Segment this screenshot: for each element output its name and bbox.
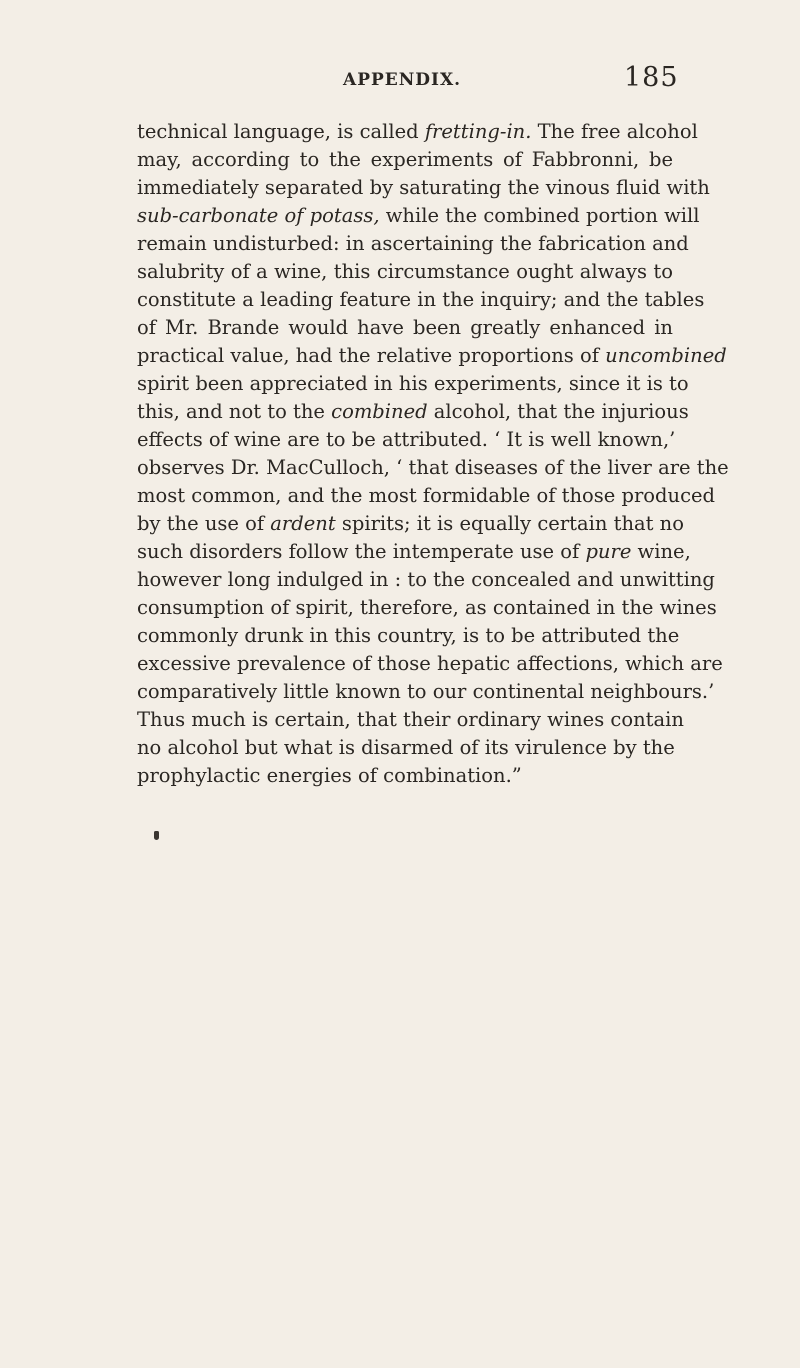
text-line bbox=[137, 538, 691, 566]
text-line bbox=[137, 202, 700, 230]
text-line bbox=[137, 398, 689, 426]
running-head: APPENDIX. bbox=[343, 70, 462, 90]
text-line bbox=[137, 370, 689, 398]
text-segment: alcohol, that the injurious bbox=[427, 400, 689, 423]
text-segment: spirit been appreciated in his experiments, since it is to bbox=[137, 372, 689, 395]
text-segment: effects of wine are to be attributed. ‘ It is well known,’ bbox=[137, 428, 676, 451]
text-line bbox=[137, 286, 705, 314]
text-segment: spirits; it is equally certain that no bbox=[335, 512, 684, 535]
text-segment: comparatively little known to our continental neighbours.’ bbox=[137, 680, 715, 703]
text-segment: observes Dr. MacCulloch, ‘ that diseases of the liver are the bbox=[137, 456, 729, 479]
body-paragraph bbox=[137, 118, 729, 790]
italic-term: fretting-in. bbox=[424, 120, 532, 143]
text-segment: of Mr. Brande would have been greatly enhanced in bbox=[137, 316, 673, 339]
text-segment: while the combined portion will bbox=[379, 204, 700, 227]
text-line bbox=[137, 118, 698, 146]
text-line bbox=[137, 762, 673, 790]
italic-term: sub-carbonate of potass, bbox=[137, 204, 380, 227]
page-header bbox=[0, 62, 800, 102]
text-segment: most common, and the most formidable of those produced bbox=[137, 484, 716, 507]
text-segment: practical value, had the relative proportions of bbox=[137, 344, 606, 367]
text-segment: excessive prevalence of those hepatic affections, which are bbox=[137, 652, 723, 675]
ink-blot-mark bbox=[154, 831, 159, 840]
text-segment: salubrity of a wine, this circumstance ought always to bbox=[137, 260, 673, 283]
text-segment: immediately separated by saturating the vinous fluid with bbox=[137, 176, 710, 199]
text-segment: Thus much is certain, that their ordinary wines contain bbox=[137, 708, 684, 731]
text-segment: constitute a leading feature in the inquiry; and the tables bbox=[137, 288, 705, 311]
italic-term: combined bbox=[331, 400, 428, 423]
text-line bbox=[137, 314, 673, 342]
text-line bbox=[137, 622, 680, 650]
text-segment: this, and not to the bbox=[137, 400, 332, 423]
text-line bbox=[137, 342, 727, 370]
text-segment: remain undisturbed: in ascertaining the fabrication and bbox=[137, 232, 689, 255]
text-line bbox=[137, 426, 676, 454]
text-segment: such disorders follow the intemperate use of bbox=[137, 540, 586, 563]
text-line bbox=[137, 594, 717, 622]
page-number: 185 bbox=[624, 62, 679, 93]
text-segment: no alcohol but what is disarmed of its virulence by the bbox=[137, 736, 675, 759]
text-line bbox=[137, 146, 673, 174]
text-line bbox=[137, 650, 723, 678]
text-line bbox=[137, 734, 673, 762]
text-segment: The free alcohol bbox=[531, 120, 698, 143]
italic-term: ardent bbox=[270, 512, 336, 535]
text-line bbox=[137, 566, 715, 594]
text-line bbox=[137, 230, 689, 258]
italic-term: uncombined bbox=[605, 344, 727, 367]
text-segment: however long indulged in : to the concealed and unwitting bbox=[137, 568, 715, 591]
text-segment: prophylactic energies of combination.” bbox=[137, 764, 522, 787]
text-line bbox=[137, 510, 684, 538]
text-segment: wine, bbox=[631, 540, 691, 563]
text-segment: may, according to the experiments of Fabbronni, be bbox=[137, 148, 673, 171]
text-line bbox=[137, 482, 716, 510]
text-line bbox=[137, 454, 729, 482]
text-line bbox=[137, 174, 710, 202]
text-line bbox=[137, 258, 673, 286]
text-line bbox=[137, 706, 684, 734]
text-segment: commonly drunk in this country, is to be attributed the bbox=[137, 624, 680, 647]
text-segment: by the use of bbox=[137, 512, 271, 535]
text-segment: technical language, is called bbox=[137, 120, 425, 143]
text-line bbox=[137, 678, 715, 706]
italic-term: pure bbox=[585, 540, 632, 563]
text-segment: consumption of spirit, therefore, as contained in the wines bbox=[137, 596, 717, 619]
